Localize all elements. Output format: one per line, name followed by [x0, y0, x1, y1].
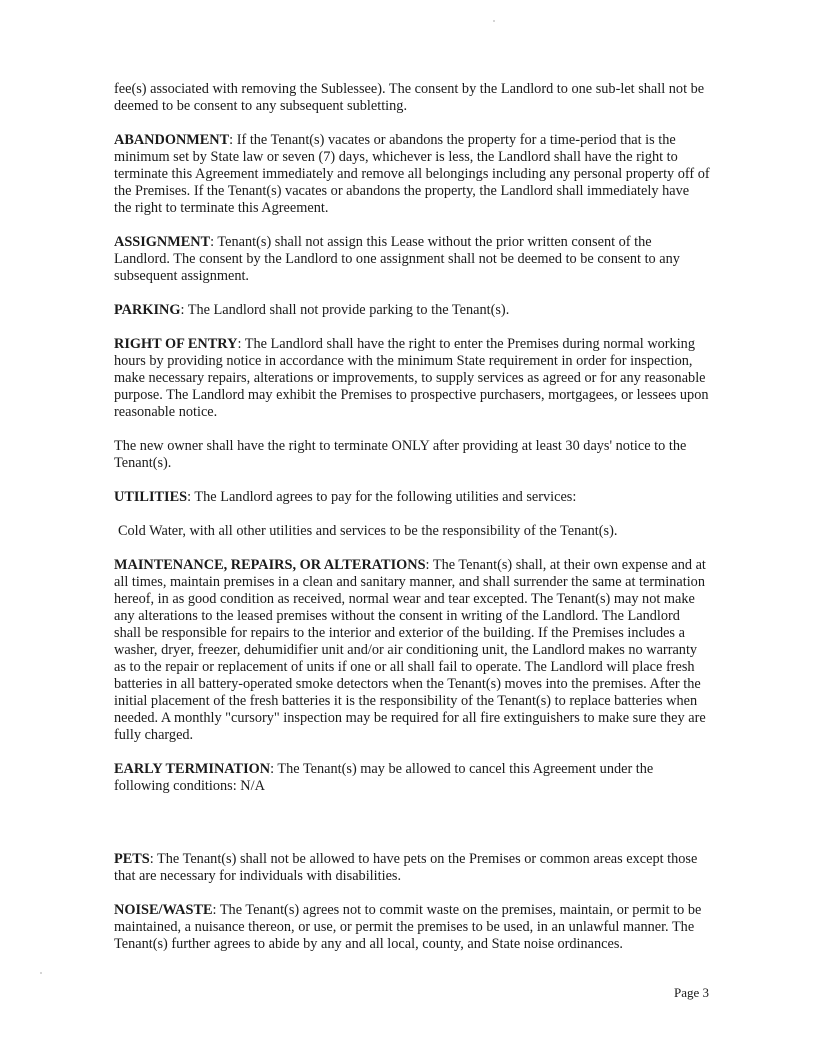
section-heading: ABANDONMENT: [114, 132, 230, 148]
paragraph-text: : The Tenant(s) may be allowed to cancel this Agreement under the following conditions: N/A: [114, 761, 654, 794]
paragraph-text: : The Tenant(s) shall, at their own expense and at all times, maintain premises in a clean and sanitary manner, and shall surrender the same at termination hereof, in as good condition as received, normal wear and tear excepted. The Tenant(s) may not make any alterations to the leased premises without the consent in writing of the Landlord. The Landlord shall be responsible for repairs to the interior and exterior of the building. If the Premises includes a washer, dryer, freezer, dehumidifier unit and/or air conditioning unit, the Landlord makes no warranty as to the repair or replacement of units if one or all shall fail to operate. The Landlord will place fresh batteries in all battery-operated smoke detectors when the Tenant(s) moves into the premises. After the initial placement of the fresh batteries it is the responsibility of the Tenant(s) to replace batteries when needed. A monthly "cursory" inspection may be required for all fire extinguishers to make sure they are fully charged.: [114, 557, 706, 743]
paragraph-text: : The Tenant(s) shall not be allowed to have pets on the Premises or common areas except those that are necessary for individuals with disabilities.: [114, 851, 698, 884]
document-body: [114, 81, 710, 970]
paragraph-text: : The Landlord shall have the right to enter the Premises during normal working hours by providing notice in accordance with the minimum State requirement in order for inspection, make necessary repairs, alterations or improvements, to supply services as agreed or for any reasonable purpose. The Landlord may exhibit the Premises to prospective purchasers, mortgagees, or lessees upon reasonable notice.: [114, 336, 709, 420]
section-heading: UTILITIES: [114, 489, 188, 505]
paragraph-new-owner: [114, 438, 710, 472]
scan-speck: [40, 972, 42, 974]
paragraph-assignment: [114, 234, 710, 285]
paragraph-sublet-continuation: [114, 81, 710, 115]
paragraph-text: : If the Tenant(s) vacates or abandons the property for a time-period that is the minimum set by State law or seven (7) days, whichever is less, the Landlord shall have the right to terminate this Agreement immediately and remove all belongings including any personal property off of the Premises. If the Tenant(s) vacates or abandons the property, the Landlord shall immediately have the right to terminate this Agreement.: [114, 132, 710, 216]
section-heading: PETS: [114, 851, 150, 867]
scan-speck: [493, 20, 495, 22]
page-number: Page 3: [673, 985, 709, 1000]
section-heading: NOISE/WASTE: [114, 902, 213, 918]
paragraph-right-of-entry: [114, 336, 710, 421]
paragraph-noise-waste: [114, 902, 710, 953]
paragraph-maintenance: [114, 557, 710, 744]
blank-space: [114, 812, 710, 851]
paragraph-text: fee(s) associated with removing the Sublessee). The consent by the Landlord to one sub-let shall not be deemed to be consent to any subsequent subletting.: [114, 81, 705, 114]
paragraph-text: : The Tenant(s) agrees not to commit waste on the premises, maintain, or permit to be maintained, a nuisance thereon, or use, or permit the premises to be used, in an unlawful manner. The Tenant(s) further agrees to abide by any and all local, county, and State noise ordinances.: [114, 902, 702, 952]
paragraph-utilities-detail: [114, 523, 710, 540]
section-heading: MAINTENANCE, REPAIRS, OR ALTERATIONS: [114, 557, 426, 573]
paragraph-text: : The Landlord agrees to pay for the following utilities and services:: [187, 489, 577, 505]
section-heading: PARKING: [114, 302, 181, 318]
section-heading: RIGHT OF ENTRY: [114, 336, 238, 352]
paragraph-text: : Tenant(s) shall not assign this Lease without the prior written consent of the Landlord. The consent by the Landlord to one assignment shall not be deemed to be consent to any subsequent assignment.: [114, 234, 680, 284]
paragraph-parking: [114, 302, 710, 319]
paragraph-early-termination: [114, 761, 710, 795]
section-heading: EARLY TERMINATION: [114, 761, 271, 777]
paragraph-pets: [114, 851, 710, 885]
paragraph-text: : The Landlord shall not provide parking to the Tenant(s).: [180, 302, 510, 318]
paragraph-text: The new owner shall have the right to terminate ONLY after providing at least 30 days' notice to the Tenant(s).: [114, 438, 687, 471]
paragraph-utilities: [114, 489, 710, 506]
paragraph-abandonment: [114, 132, 710, 217]
paragraph-text: Cold Water, with all other utilities and services to be the responsibility of the Tenant(s).: [118, 523, 618, 539]
section-heading: ASSIGNMENT: [114, 234, 211, 250]
